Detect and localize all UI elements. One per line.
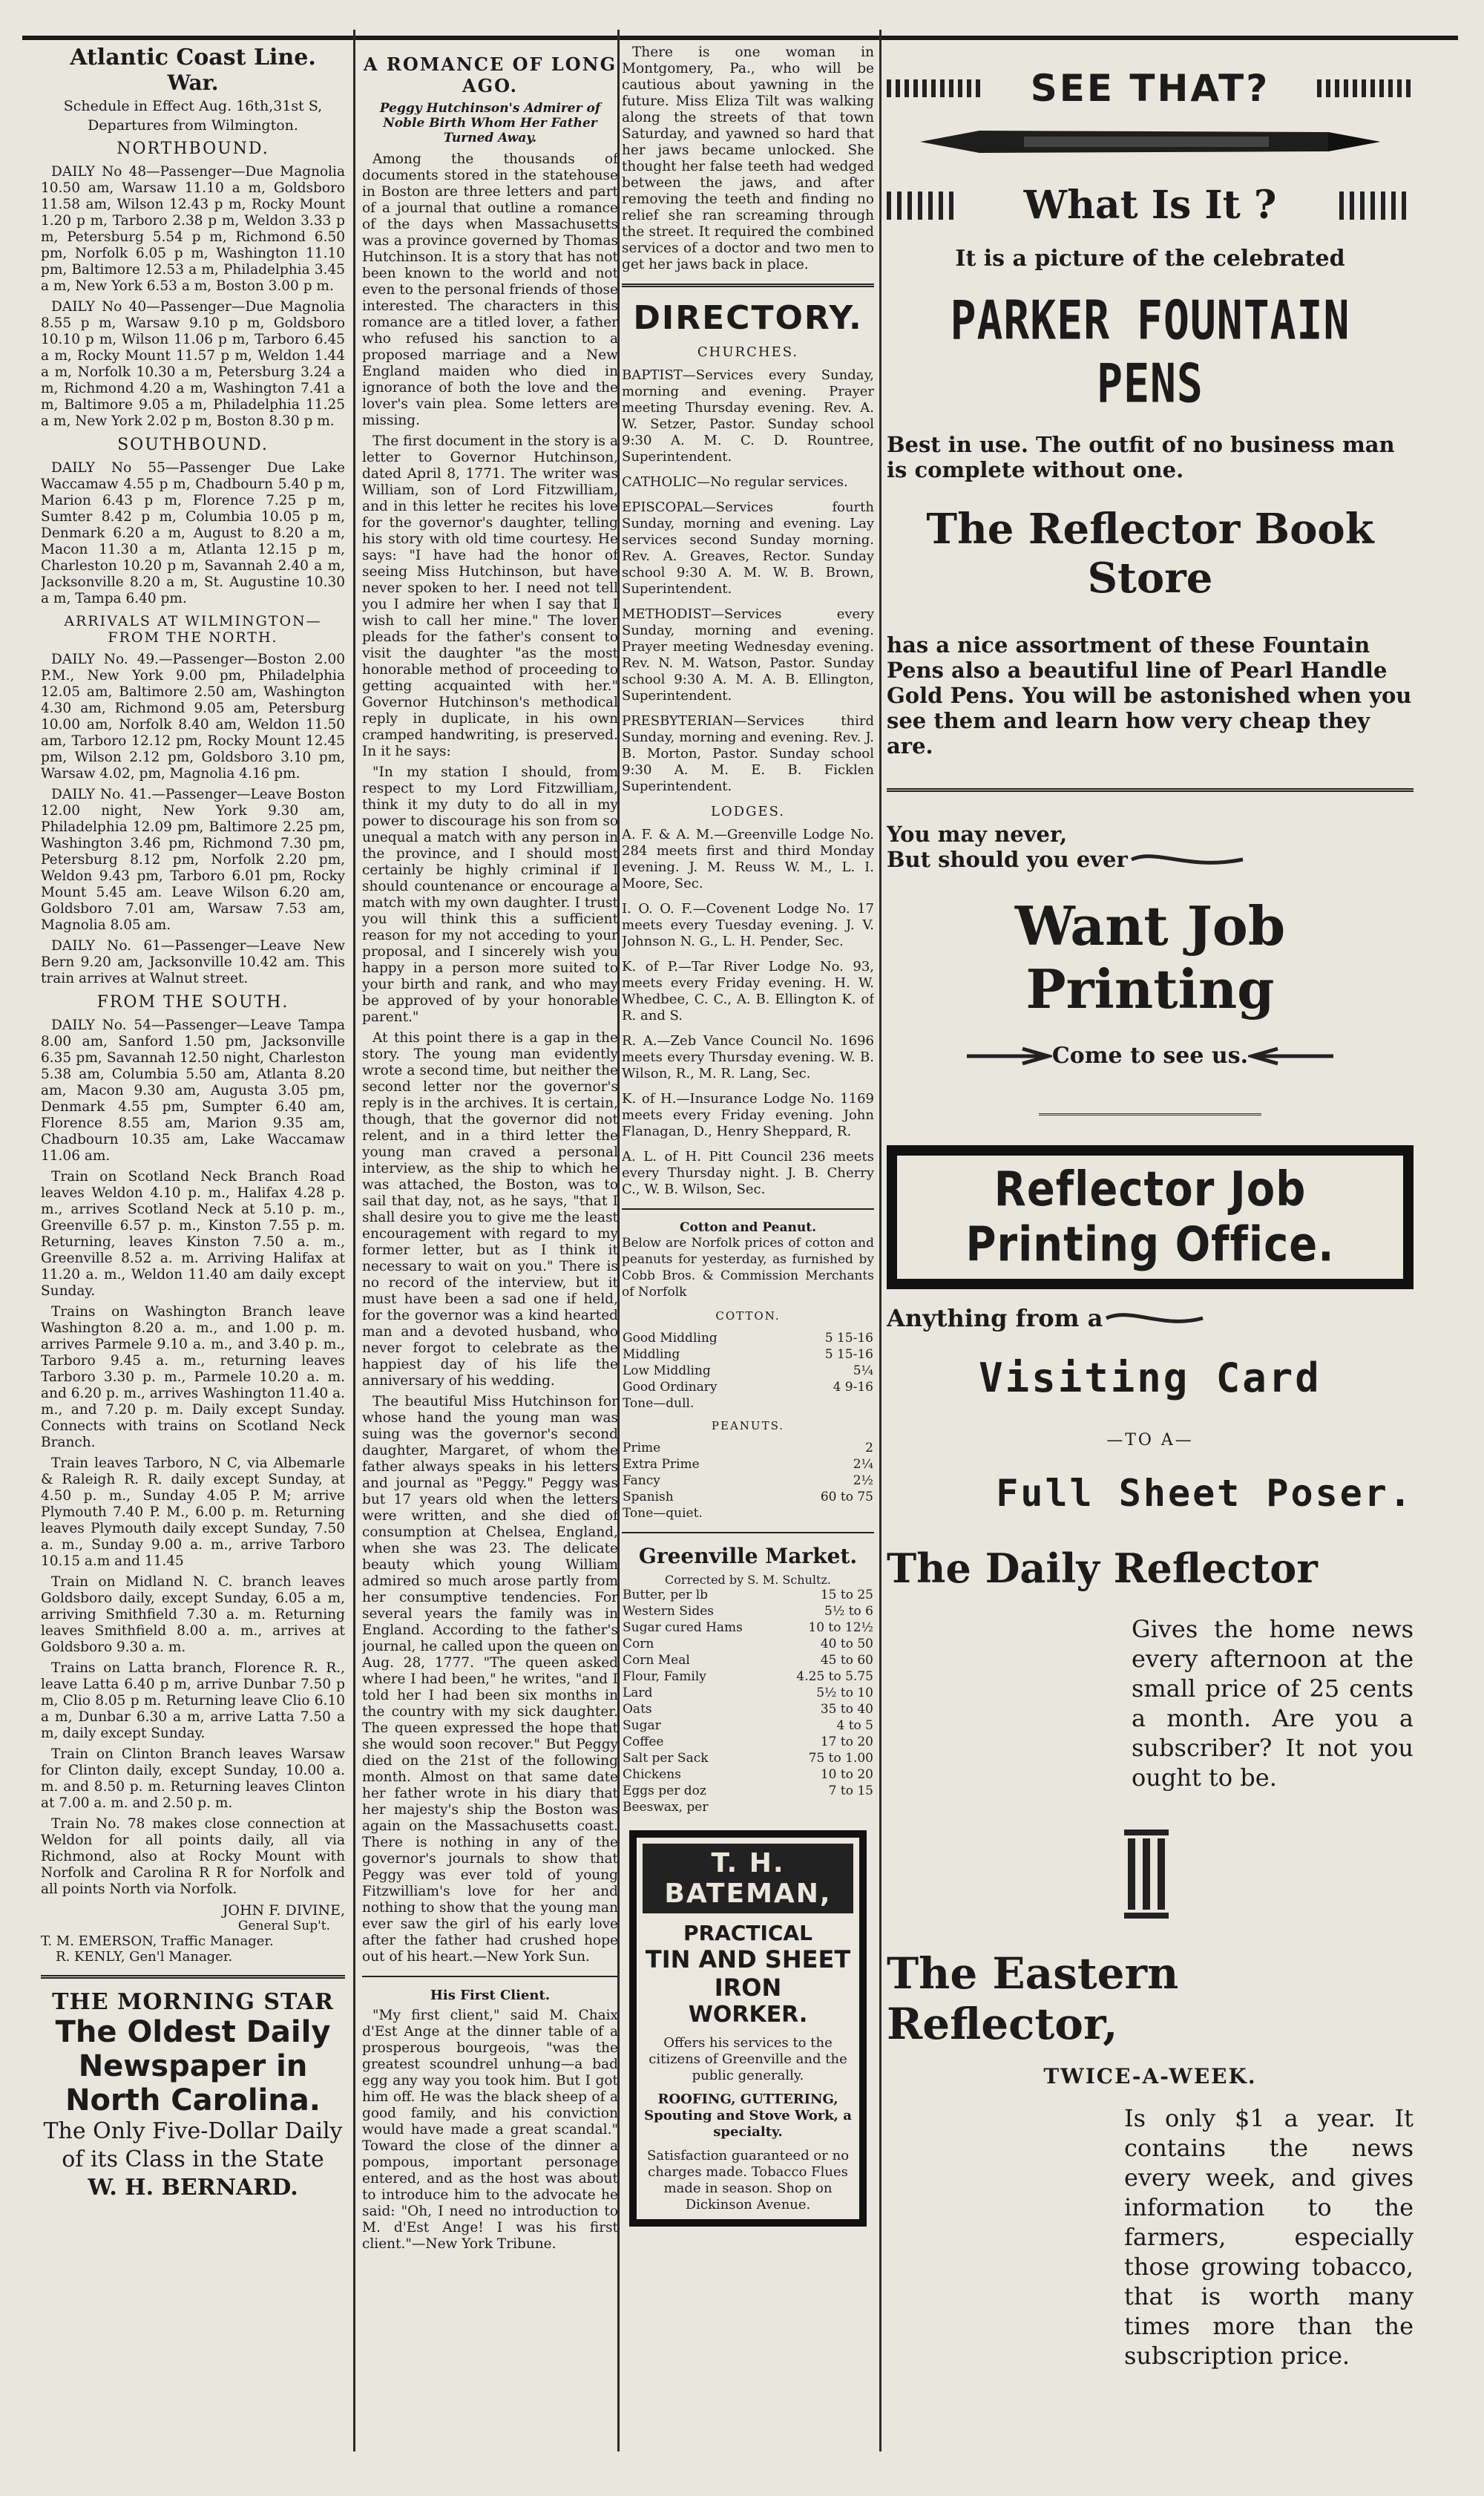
twice-a-week: TWICE-A-WEEK. [1043, 2064, 1257, 2089]
bateman-offers: Offers his services to the citizens of Greenville and the public generally. [649, 2035, 847, 2083]
schedule-effect: Schedule in Effect Aug. 16th,31st S, [63, 98, 323, 114]
column-rule [353, 30, 355, 2451]
ornament-icon [887, 187, 991, 224]
price-value: 4 to 5 [836, 1718, 873, 1733]
price-name: Beeswax, per [623, 1800, 709, 1815]
table-row [622, 1750, 874, 1766]
northbound-heading: NORTHBOUND. [116, 140, 269, 158]
table-row [622, 1783, 874, 1799]
price-name: Sugar [623, 1718, 661, 1733]
ornament-icon [1310, 187, 1414, 224]
market-title: Greenville Market. [638, 1544, 858, 1568]
bateman-worker: WORKER. [688, 2002, 808, 2028]
article-paragraph: The first document in the story is a letter to Governor Hutchinson, dated April 8, 1771. The writer was William, son of Lord Fitzwilliam, and in this letter he recites his love for the governor's daughter, telling his story with old time courtesy. He says: "I have had the honor of seeing Miss Hutchinson, but have never spoken to her. I need not tell you I admire her when I say that I wish to call her mine." The lover pleads for the father's consent to visit the daughter "as the most honorable method of proceeding to getting acquainted with her." Governor Hutchinson's methodical reply in duplicate, in his own cramped handwriting, is preserved. In it he says: [362, 433, 618, 759]
table-row [622, 1619, 874, 1636]
advertisements-column [887, 45, 1414, 2444]
church-entry: BAPTIST—Services every Sunday, morning and evening. Prayer meeting Thursday evening. Rev. A. W. Setzer, Pastor. Sunday school 9:30 A. M. C. D. Rountree, Superintendent. [622, 367, 874, 465]
cotton-table [622, 1330, 874, 1412]
picture-of-text: It is a picture of the celebrated [955, 246, 1345, 272]
branch-entry: Train on Clinton Branch leaves Warsaw for Clinton daily, except Sunday, 10.00 a. m. and 8.50 p. m. Returning leaves Clinton at 7.00 a. m. and 2.50 p. m. [41, 1746, 345, 1811]
price-name: Sugar cured Hams [623, 1620, 743, 1635]
book-store-heading: The Reflector Book Store [926, 505, 1374, 603]
table-row [622, 1363, 874, 1379]
bateman-tin: TIN AND SHEET IRON [645, 1945, 851, 2002]
article-paragraph: "In my station I should, from respect to my Lord Fitzwilliam, think it my duty to do all in my power to discourage his son from so unequal a match with any person in the province, and I should most certainly be highly criminal if I should countenance or encourage a match with my own daughter. I trust you will think this a sufficient reason for my not acceding to your proposal, and I sincerely wish you happy in a person more suited to your birth and rank, and who may be approved of by your honorable parent." [362, 764, 618, 1025]
church-entry: EPISCOPAL—Services fourth Sunday, morning and evening. Lay services second Sunday morning. Rev. A. Greaves, Rector. Sunday school 9:30 A. M. W. B. Brown, Superintendent. [622, 499, 874, 597]
price-name: Low Middling [623, 1363, 711, 1378]
table-row [622, 1668, 874, 1685]
price-value: 5 15-16 [824, 1347, 873, 1362]
cotton-title: Cotton and Peanut. [679, 1220, 817, 1235]
bateman-practical: PRACTICAL [683, 1921, 812, 1945]
train-entry: DAILY No. 49.—Passenger—Boston 2.00 P.M., New York 9.00 pm, Philadelphia 12.05 am, Baltimore 2.50 am, Washington 4.30 am, Richmond 9.05 am, Petersburg 10.00 am, Norfolk 8.40 am, Weldon 11.50 am, Tarboro 12.12 pm, Rocky Mount 12.45 pm, Wilson 2.12 pm, Goldsboro 3.10 pm, Warsaw 4.02, pm, Magnolia 4.16 pm. [41, 652, 345, 782]
train-entry: DAILY No. 54—Passenger—Leave Tampa 8.00 am, Sanford 1.50 pm, Jacksonville 6.35 pm, Savannah 12.50 night, Charleston 5.38 am, Columbia 5.50 am, Atlanta 8.20 am, Macon 9.30 am, Augusta 3.05 pm, Denmark 4.55 pm, Sumpter 6.40 am, Florence 8.55 am, Marion 9.35 am, Chadbourn 10.35 am, Lake Waccamaw 11.06 am. [41, 1018, 345, 1164]
divider [622, 284, 874, 287]
visiting-card: Visiting Card [979, 1355, 1322, 1401]
table-row [622, 1685, 874, 1701]
schedule-title: Atlantic Coast Line. [70, 45, 316, 71]
branch-entry: Train on Midland N. C. branch leaves Goldsboro daily, except Sunday, 6.05 a m, arriving Smithfield 7.30 a. m. Returning leaves Smithfield 8.00 a. m., arrives at Goldsboro 9.30 a. m. [41, 1574, 345, 1655]
five-dollar-daily: The Only Five-Dollar Daily of its Class in the State [43, 2118, 343, 2172]
lodge-entry: A. F. & A. M.—Greenville Lodge No. 284 meets first and third Monday evening. J. M. Reuss W. M., L. I. Moore, Sec. [622, 827, 874, 891]
price-value: 15 to 25 [820, 1588, 873, 1602]
eastern-reflector-heading: The Eastern Reflector, [887, 1948, 1179, 2049]
divider [41, 1975, 345, 1979]
article-title: A ROMANCE OF LONG AGO. [363, 53, 617, 96]
church-entry: CATHOLIC—No regular services. [622, 474, 848, 490]
divider [1039, 1113, 1261, 1116]
price-value: 4.25 to 5.75 [796, 1669, 873, 1684]
may-never-text: You may never, [887, 822, 1068, 847]
branch-entry: Trains on Washington Branch leave Washington 8.20 a. m., and 1.00 p. m. arrives Parmele 9.10 a. m., and 3.40 p. m., Tarboro 9.45 a. m., returning leaves Tarboro 3.30 p. m., Parmele 10.20 a. m. and 6.20 p. m., arrives Washington 11.40 a. m., and 7.20 p. m. Daily except Sunday. Connects with trains on Scotland Neck Branch. [41, 1304, 345, 1450]
signature-divine: JOHN F. DIVINE, [222, 1902, 345, 1919]
lodge-entry: R. A.—Zeb Vance Council No. 1696 meets every Thursday evening. W. B. Wilson, R., M. R. Lang, Sec. [622, 1033, 874, 1081]
price-name: Extra Prime [623, 1457, 700, 1472]
from-south-heading: FROM THE SOUTH. [96, 993, 289, 1012]
flourish-icon [1103, 1307, 1206, 1329]
to-a: —TO A— [1106, 1431, 1194, 1450]
flourish-icon [1128, 848, 1247, 871]
price-value: 35 to 40 [820, 1702, 873, 1717]
daily-reflector-heading: The Daily Reflector [887, 1545, 1318, 1592]
lodges-heading: LODGES. [710, 804, 786, 819]
price-value: 5½ to 10 [816, 1686, 873, 1700]
morning-star-title: THE MORNING STAR [52, 1989, 334, 2015]
price-name: Salt per Sack [623, 1751, 709, 1766]
job-printing-office-banner [887, 1145, 1414, 1289]
what-is-it-heading: What Is It ? [1023, 183, 1277, 228]
top-rule [22, 36, 1458, 40]
church-entry: METHODIST—Services every Sunday, morning and evening. Prayer meeting Wednesday evening. Rev. N. M. Watson, Pastor. Sunday school 9:30 A. M. A. B. Ellington, Superintendent. [622, 606, 874, 704]
price-value: 10 to 20 [820, 1767, 873, 1782]
table-row [622, 1799, 874, 1815]
table-row [622, 1603, 874, 1619]
price-value: 2½ [853, 1473, 873, 1488]
bernard: W. H. BERNARD. [88, 2175, 298, 2201]
job-office-text: Reflector Job Printing Office. [965, 1162, 1335, 1273]
price-value [775, 1799, 874, 1815]
bateman-satisfaction: Satisfaction guaranteed or no charges made. Tobacco Flues made in season. Shop on Dickinson Avenue. [646, 2148, 850, 2212]
flourish-icon [963, 1045, 1052, 1067]
table-row [622, 1489, 874, 1505]
client-title: His First Client. [430, 1988, 551, 2003]
price-name: Eggs per doz [623, 1783, 706, 1798]
table-row [622, 1330, 874, 1346]
price-value: 10 to 12½ [808, 1620, 873, 1635]
table-row [622, 1346, 874, 1363]
price-value: 2¼ [853, 1457, 873, 1472]
price-name: Fancy [623, 1473, 660, 1488]
price-name: Corn [623, 1637, 654, 1651]
price-name: Good Ordinary [623, 1380, 718, 1395]
lodge-entry: K. of P.—Tar River Lodge No. 93, meets every Friday evening. H. W. Whedbee, C. C., A. B. Ellington K. of R. and S. [622, 959, 874, 1023]
branch-entry: Train leaves Tarboro, N C, via Albemarle & Raleigh R. R. daily except Sunday, at 4.50 p. m., Sunday 4.05 P. M; arrive Plymouth 7.40 P. M., 6.00 p. m. Returning leaves Plymouth daily except Sunday, 7.50 a. m., Sunday 9.00 a. m., arrive Tarboro 10.15 a.m and 11.45 [41, 1455, 345, 1569]
price-name: Flour, Family [623, 1669, 706, 1684]
article-paragraph: The beautiful Miss Hutchinson for whose hand the young man was suing was the governor's second daughter, Margaret, of whom the father always speaks in his letters and journal as "Peggy." Peggy was but 17 years old when the letters were written, and she died of consumption at Chelsea, England, when she was 23. The delicate beauty which young William admired so much arose partly from her consumptive tendencies. For several years the family was in England. According to the father's journal, he called upon the queen on Aug. 28, 1777. "The queen asked where I had been," he writes, "and I told her I had been six months in the country with my sick daughter. The queen expressed the hope that she would soon recover." But Peggy died on the 21st of the following month. Almost on that same date her father wrote in his diary that her majesty's ship the Boston was again on the Massachusetts coast. There is nothing in any of the governor's journals to show that Peggy was ever told of young Fitzwilliam's love for her and nothing to show that the young man ever saw the girl of his early love after the father had crushed hope out of his heart.—New York Sun. [362, 1394, 618, 1965]
column-rule [879, 30, 881, 2451]
fountain-pen-icon [913, 116, 1388, 168]
assortment-text: has a nice assortment of these Fountain Pens also a beautiful line of Pearl Handle Gold Pens. You will be astonished when you see them and learn how very cheap they are. [887, 632, 1412, 759]
departures: Departures from Wilmington. [88, 117, 298, 134]
flourish-icon [1248, 1045, 1337, 1067]
lodge-entry: I. O. O. F.—Covenent Lodge No. 17 meets every Tuesday evening. J. V. Johnson N. G., L. H. Pender, Sec. [622, 901, 874, 949]
ornament-icon [887, 73, 991, 103]
churches-heading: CHURCHES. [697, 344, 799, 360]
price-value: 45 to 60 [820, 1653, 873, 1668]
branch-entry: Train No. 78 makes close connection at Weldon for all points daily, all via Richmond, also at Rocky Mount with Norfolk and Carolina R R for Norfolk and all points North via Norfolk. [41, 1816, 345, 1897]
price-name: Tone—quiet. [623, 1506, 703, 1521]
train-entry: DAILY No. 61—Passenger—Leave New Bern 9.20 am, Jacksonville 10.42 am. This train arrives at Walnut street. [41, 938, 345, 986]
table-row [622, 1717, 874, 1734]
bateman-name: T. H. BATEMAN, [643, 1844, 853, 1913]
oldest-newspaper: The Oldest Daily Newspaper in North Carolina. [55, 2015, 331, 2117]
table-row [622, 1456, 874, 1473]
peanut-table [622, 1440, 874, 1521]
price-name: Middling [623, 1347, 680, 1362]
price-value: 5¼ [853, 1363, 873, 1378]
price-value: 7 to 15 [828, 1783, 873, 1798]
price-name: Spanish [623, 1490, 674, 1504]
price-value: 17 to 20 [820, 1735, 873, 1749]
schedule-war: War. [167, 71, 219, 95]
ornament-icon [1310, 73, 1414, 103]
price-name: Western Sides [623, 1604, 714, 1619]
table-row [622, 1473, 874, 1489]
market-table [622, 1587, 874, 1815]
train-entry: DAILY No 48—Passenger—Due Magnolia 10.50 am, Warsaw 11.10 a m, Goldsboro 11.58 am, Wilson 12.43 p m, Rocky Mount 1.20 p m, Tarboro 2.38 p m, Weldon 3.33 p m, Petersburg 5.54 p m, Richmond 6.50 pm, Norfolk 6.05 p m, Washington 11.10 pm, Baltimore 12.53 a m, Philadelphia 3.45 a m, New York 6.53 a m, Boston 3.00 p m. [41, 164, 345, 294]
lodge-entry: K. of H.—Insurance Lodge No. 1169 meets every Friday evening. John Flanagan, D., Henry Sheppard, R. [622, 1091, 874, 1139]
come-to-see-us: Come to see us. [1051, 1043, 1249, 1069]
table-row [622, 1734, 874, 1750]
bateman-roofing: ROOFING, GUTTERING, Spouting and Stove Work, a specialty. [644, 2092, 852, 2140]
divider [622, 1208, 874, 1210]
daily-reflector-text: Gives the home news every afternoon at the small price of 25 cents a month. Are you a subscriber? It not you ought to be. [1132, 1615, 1414, 1792]
price-value: 40 to 50 [820, 1637, 873, 1651]
signature-emerson: T. M. EMERSON, Traffic Manager. [41, 1933, 274, 1949]
price-name: Butter, per lb [623, 1588, 709, 1602]
table-row [622, 1766, 874, 1783]
best-in-use: Best in use. The outfit of no business man is complete without one. [887, 432, 1395, 482]
price-value: 5 15-16 [824, 1331, 873, 1346]
price-value: 2 [865, 1441, 873, 1455]
price-name: Coffee [623, 1735, 664, 1749]
cotton-heading: COTTON. [715, 1309, 781, 1323]
lodge-entry: A. L. of H. Pitt Council 236 meets every Thursday night. J. B. Cherry C., W. B. Wilson, Sec. [622, 1149, 874, 1197]
price-name: Corn Meal [623, 1653, 690, 1668]
but-should-text: But should you ever [887, 847, 1128, 872]
price-value: 60 to 75 [820, 1490, 873, 1504]
price-value: 4 9-16 [833, 1380, 873, 1395]
parker-pens-heading: PARKER FOUNTAIN PENS [950, 289, 1350, 415]
see-that-heading: SEE THAT? [1030, 67, 1270, 110]
table-row [622, 1440, 874, 1456]
train-entry: DAILY No. 41.—Passenger—Leave Boston 12.00 night, New York 9.30 am, Philadelphia 12.09 pm, Baltimore 2.25 pm, Washington 3.46 pm, Richmond 7.30 pm, Petersburg 8.12 pm, Norfolk 2.20 pm, Weldon 9.43 pm, Tarboro 6.01 pm, Rocky Mount 5.45 am. Leave Wilson 6.20 am, Goldsboro 7.01 am, Warsaw 7.53 am, Magnolia 8.05 am. [41, 787, 345, 933]
price-value: 5½ to 6 [824, 1604, 873, 1619]
branch-entry: Train on Scotland Neck Branch Road leaves Weldon 4.10 p. m., Halifax 4.28 p. m., arrives Scotland Neck at 5.10 p. m., Greenville 6.57 p. m., Kinston 7.55 p. m. Returning, leaves Kinston 7.50 a. m., Greenville 8.52 a. m. Arriving Halifax at 11.20 a. m., Weldon 11.40 am daily except Sunday. [41, 1169, 345, 1299]
eastern-reflector-text: Is only $1 a year. It contains the news every week, and gives information to the farmers, especially those growing tobacco, that is worth many times more than the subscription price. [1124, 2104, 1414, 2370]
want-job-printing: Want Job Printing [1014, 894, 1286, 1021]
table-row [622, 1701, 874, 1717]
client-paragraph: "My first client," said M. Chaix d'Est Ange at the dinner table of a prosperous bourgeois, "was the greatest scoundrel unhung—a bad egg any way you took him. But I got him off. He was the black sheep of a good family, and his conviction would have made a great scandal." Toward the close of the dinner a pompous, important personage entered, and as the host was about to introduce him to the advocate he said: "Oh, I need no introduction to M. d'Est Ange! I was his first client."—New York Tribune. [362, 2008, 618, 2252]
price-name: Prime [623, 1441, 661, 1455]
peanut-heading: PEANUTS. [711, 1419, 785, 1432]
table-row [622, 1395, 874, 1412]
article-paragraph: Among the thousands of documents stored in the statehouse in Boston are three letters and part of a journal that outline a romance of the days when Massachusetts was a province governed by Thomas Hutchinson. It is a story that has not been known to the world and not even to the personal friends of those interested. The characters in this romance are a titled lover, a father who refused his sanction to a proposed marriage and a New England maiden who died in ignorance of both the love and the lover's vain plea. Some letters are missing. [362, 151, 618, 428]
full-sheet-poser: Full Sheet Poser. [996, 1472, 1414, 1515]
table-row [622, 1505, 874, 1521]
directory-title: DIRECTORY. [633, 299, 863, 337]
woman-paragraph: There is one woman in Montgomery, Pa., who will be cautious about yawning in the future. Miss Eliza Tilt was walking along the streets of that town Saturday, and yawned so hard that her jaws became unlocked. She thought her false teeth had wedged between the jaws, and after removing the teeth and finding no relief she ran screaming through the street. It required the combined services of a doctor and two men to get her jaws back in place. [622, 45, 874, 272]
train-entry: DAILY No 40—Passenger—Due Magnolia 8.55 p m, Warsaw 9.10 p m, Goldsboro 10.10 p m, Wilson 11.06 p m, Tarboro 6.45 a m, Rocky Mount 11.57 p m, Weldon 1.44 a m, Norfolk 10.30 a m, Petersburg 3.24 a m, Richmond 4.20 a m, Washington 7.41 a m, Baltimore 9.05 a m, Philadelphia 11.25 a m, New York 2.02 p m, Boston 8.30 p m. [41, 299, 345, 429]
cotton-intro: Below are Norfolk prices of cotton and peanuts for yesterday, as furnished by Cobb Bros. & Commission Merchants of Norfolk [622, 1236, 874, 1300]
price-value [788, 1395, 874, 1412]
table-row [622, 1652, 874, 1668]
anything-from: Anything from a [887, 1304, 1103, 1332]
southbound-heading: SOUTHBOUND. [117, 436, 269, 454]
price-name: Good Middling [623, 1331, 718, 1346]
signature-title: General Sup't. [237, 1919, 330, 1933]
romance-article-column [362, 45, 618, 2444]
article-paragraph: At this point there is a gap in the story. The young man evidently wrote a second time, but neither the second letter nor the governor's reply is in the archives. It is certain, though, that the governor did not relent, and in a third letter the young man craved a personal interview, as the ship to which he was attached, the Boston, was to sail that day, not, as he says, "that I shall desire you to give me the least encouragement with regard to my former letter, but as I think it necessary to wait on you." There is no record of the interview, but it must have been a sad one if held, for the governor was a kind hearted man and a devoted husband, who never forgot to celebrate as the happiest day of his life the anniversary of his wedding. [362, 1030, 618, 1389]
price-value: 75 to 1.00 [808, 1751, 873, 1766]
signature-kenly: R. KENLY, Gen'l Manager. [56, 1949, 233, 1965]
arrivals-heading: ARRIVALS AT WILMINGTON—FROM THE NORTH. [64, 613, 322, 646]
church-entry: PRESBYTERIAN—Services third Sunday, morning and evening. Rev. J. B. Morton, Pastor. Sunday school 9:30 A. M. E. B. Ficklen Superintendent. [622, 713, 874, 794]
market-corrected-by: Corrected by S. M. Schultz. [665, 1573, 831, 1587]
ornament-icon [1124, 1830, 1169, 1919]
branch-entry: Trains on Latta branch, Florence R. R., leave Latta 6.40 p m, arrive Dunbar 7.50 p m, Clio 8.05 p m. Returning leave Clio 6.10 a m, Dunbar 6.30 a m, arrive Latta 7.50 a m, daily except Sunday. [41, 1660, 345, 1741]
divider [622, 1532, 874, 1533]
price-name: Tone—dull. [623, 1396, 695, 1411]
table-row [622, 1587, 874, 1603]
railroad-schedule-column [41, 45, 345, 2444]
divider [887, 788, 1414, 792]
price-name: Lard [623, 1686, 653, 1700]
directory-column [622, 45, 874, 2444]
table-row [622, 1636, 874, 1652]
table-row [622, 1379, 874, 1395]
price-name: Oats [623, 1702, 652, 1717]
price-value [773, 1505, 874, 1521]
price-name: Chickens [623, 1767, 681, 1782]
divider [362, 1976, 618, 1977]
article-subtitle: Peggy Hutchinson's Admirer of Noble Birth Whom Her Father Turned Away. [379, 101, 601, 145]
train-entry: DAILY No 55—Passenger Due Lake Waccamaw 4.55 p m, Chadbourn 5.40 p m, Marion 6.43 p m, Florence 7.25 p m, Sumter 8.42 p m, Columbia 10.05 p m, Denmark 6.20 a m, August to 8.20 a m, Macon 11.30 a m, Atlanta 12.15 p m, Charleston 10.20 p m, Savannah 2.40 a m, Jacksonville 8.20 a m, St. Augustine 10.30 a m, Tampa 6.40 pm. [41, 460, 345, 606]
bateman-advert [629, 1830, 867, 2227]
